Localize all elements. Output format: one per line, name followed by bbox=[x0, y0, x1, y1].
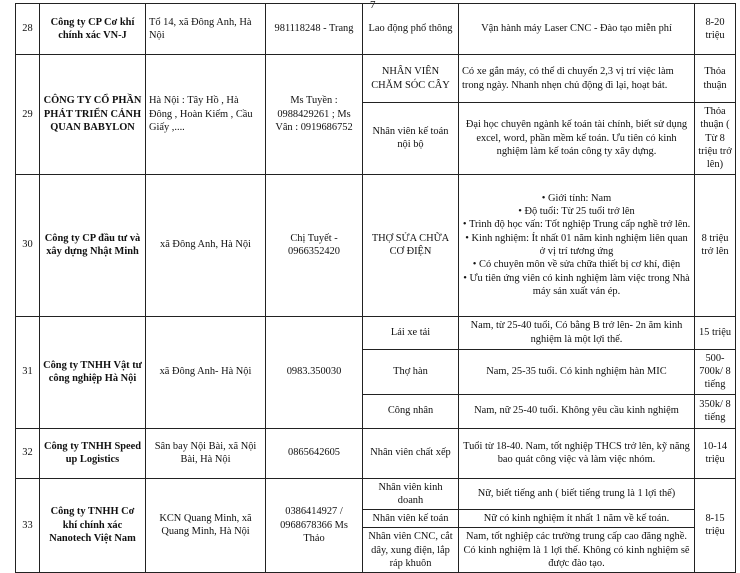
job-requirement: Tuổi từ 18-40. Nam, tốt nghiệp THCS trở lên, kỹ năng bao quát công việc và làm việc nhóm. bbox=[459, 428, 695, 478]
company-address: Sân bay Nội Bài, xã Nội Bài, Hà Nội bbox=[146, 428, 266, 478]
job-position: THỢ SỬA CHỮA CƠ ĐIỆN bbox=[363, 174, 459, 316]
salary: 10-14 triệu bbox=[695, 428, 736, 478]
contact-info: Ms Tuyền : 0988429261 ; Ms Vân : 0919686752 bbox=[266, 55, 363, 175]
table-row bbox=[16, 4, 736, 55]
job-position: Thợ hàn bbox=[363, 349, 459, 394]
list-item: • Kinh nghiệm: Ít nhất 01 năm kinh nghiệm liên quan ở vị trí tương ứng bbox=[462, 232, 691, 259]
row-number: 32 bbox=[16, 428, 40, 478]
job-position: Lao động phổ thông bbox=[363, 4, 459, 55]
job-requirement: Có xe gắn máy, có thể di chuyển 2,3 vị trí việc làm trong ngày. Nhanh nhẹn chủ động đi lại, hoạt bát. bbox=[459, 55, 695, 103]
company-name: Công ty TNHH Speed up Logistics bbox=[40, 428, 146, 478]
company-address: Hà Nội : Tây Hồ , Hà Đông , Hoàn Kiếm , Cầu Giấy ,.... bbox=[146, 55, 266, 175]
contact-info: 0983.350030 bbox=[266, 316, 363, 428]
job-requirement: Nam, 25-35 tuổi. Có kinh nghiệm hàn MIC bbox=[459, 349, 695, 394]
table-row bbox=[16, 428, 736, 478]
company-name: Công ty TNHH Vật tư công nghiệp Hà Nội bbox=[40, 316, 146, 428]
job-requirement: Nam, tốt nghiệp các trường trung cấp cao đăng nghề. Có kinh nghiệm là 1 lợi thế. Không có kinh nghiệm sẽ được đào tạo. bbox=[459, 528, 695, 573]
job-requirement: Vận hành máy Laser CNC - Đào tạo miễn phí bbox=[459, 4, 695, 55]
job-position: Nhân viên chất xếp bbox=[363, 428, 459, 478]
row-number: 31 bbox=[16, 316, 40, 428]
job-requirement: Nữ, biết tiếng anh ( biết tiếng trung là 1 lợi thế) bbox=[459, 478, 695, 510]
job-position: Nhân viên kinh doanh bbox=[363, 478, 459, 510]
row-number: 33 bbox=[16, 478, 40, 573]
salary: 8-15 triệu bbox=[695, 478, 736, 573]
contact-info: 0386414927 / 0968678366 Ms Thảo bbox=[266, 478, 363, 573]
company-address: KCN Quang Minh, xã Quang Minh, Hà Nội bbox=[146, 478, 266, 573]
contact-info: 0865642605 bbox=[266, 428, 363, 478]
requirement-list bbox=[462, 192, 691, 299]
row-number: 28 bbox=[16, 4, 40, 55]
salary: 15 triệu bbox=[695, 316, 736, 349]
company-name: Công ty CP đầu tư và xây dựng Nhật Minh bbox=[40, 174, 146, 316]
salary: Thỏa thuận ( Từ 8 triệu trở lên) bbox=[695, 103, 736, 175]
job-position: Công nhân bbox=[363, 394, 459, 428]
list-item: • Có chuyên môn về sửa chữa thiết bị cơ khí, điện bbox=[462, 258, 691, 271]
job-requirement bbox=[459, 174, 695, 316]
table-row bbox=[16, 174, 736, 316]
job-position: Nhân viên kế toán nội bộ bbox=[363, 103, 459, 175]
table-row bbox=[16, 316, 736, 349]
company-name: Công ty CP Cơ khí chính xác VN-J bbox=[40, 4, 146, 55]
company-name: CÔNG TY CỔ PHẦN PHÁT TRIỂN CẢNH QUAN BABYLON bbox=[40, 55, 146, 175]
job-requirement: Nữ có kinh nghiệm ít nhất 1 năm về kế toán. bbox=[459, 510, 695, 528]
list-item: • Giới tính: Nam bbox=[462, 192, 691, 205]
job-position: NHÂN VIÊN CHĂM SÓC CÂY bbox=[363, 55, 459, 103]
salary: 350k/ 8 tiếng bbox=[695, 394, 736, 428]
job-position: Nhân viên kế toán bbox=[363, 510, 459, 528]
list-item: • Ưu tiên ứng viên có kinh nghiệm làm việc trong Nhà máy sản xuất ván ép. bbox=[462, 272, 691, 299]
salary: 500-700k/ 8 tiếng bbox=[695, 349, 736, 394]
table-row bbox=[16, 478, 736, 510]
salary: Thỏa thuận bbox=[695, 55, 736, 103]
company-address: Tổ 14, xã Đông Anh, Hà Nội bbox=[146, 4, 266, 55]
contact-info: 981118248 - Trang bbox=[266, 4, 363, 55]
salary: 8 triệu trở lên bbox=[695, 174, 736, 316]
company-address: xã Đông Anh- Hà Nội bbox=[146, 316, 266, 428]
salary: 8-20 triệu bbox=[695, 4, 736, 55]
job-requirement: Nam, từ 25-40 tuổi, Có bằng B trở lên- 2n ăm kinh nghiệm là một lợi thế. bbox=[459, 316, 695, 349]
job-position: Lái xe tải bbox=[363, 316, 459, 349]
list-item: • Độ tuổi: Từ 25 tuổi trở lên bbox=[462, 205, 691, 218]
contact-info: Chị Tuyết - 0966352420 bbox=[266, 174, 363, 316]
table-row bbox=[16, 55, 736, 103]
list-item: • Trình độ học vấn: Tốt nghiệp Trung cấp nghề trở lên. bbox=[462, 218, 691, 231]
job-requirement: Nam, nữ 25-40 tuổi. Không yêu cầu kinh nghiệm bbox=[459, 394, 695, 428]
job-position: Nhân viên CNC, cắt dây, xung điện, lắp ráp khuôn bbox=[363, 528, 459, 573]
company-address: xã Đông Anh, Hà Nội bbox=[146, 174, 266, 316]
row-number: 29 bbox=[16, 55, 40, 175]
row-number: 30 bbox=[16, 174, 40, 316]
page-number: 7 bbox=[370, 0, 376, 11]
job-listings-table bbox=[15, 3, 736, 573]
job-requirement: Đại học chuyên ngành kế toán tài chính, biết sử dụng excel, word, phần mềm kế toán. Ưu tiên có kinh nghiệm làm kế toán công ty xây dựng. bbox=[459, 103, 695, 175]
company-name: Công ty TNHH Cơ khí chính xác Nanotech Việt Nam bbox=[40, 478, 146, 573]
